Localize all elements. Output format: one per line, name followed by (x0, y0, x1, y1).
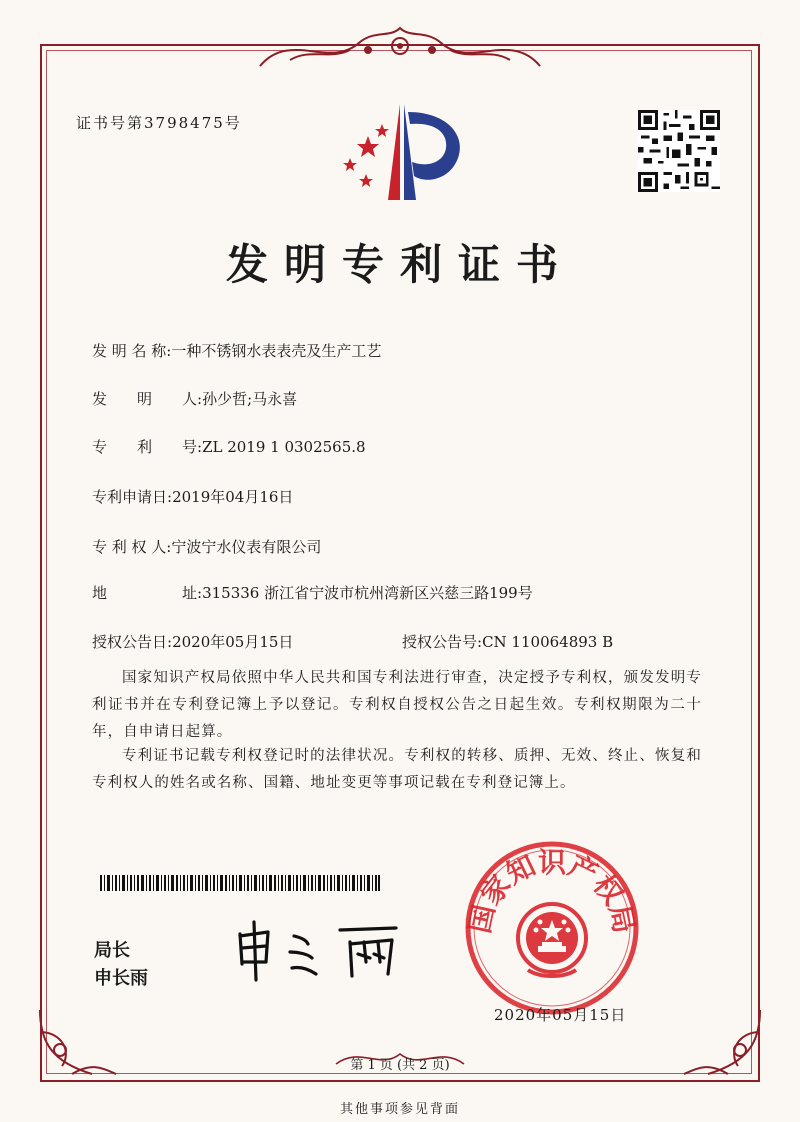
field-grant-number (402, 631, 613, 652)
seal-text: 国家知识产权局 (463, 846, 641, 937)
national-emblem-icon (518, 904, 586, 976)
field-label: 授权公告号: (402, 633, 483, 651)
seal-date: 2020年05月15日 (494, 1006, 627, 1024)
field-inventor (92, 388, 297, 409)
footer-note: 其他事项参见背面 (339, 1102, 460, 1117)
patent-office-emblem (338, 96, 468, 206)
field-value: 一种不锈钢水表表壳及生产工艺 (171, 342, 382, 360)
director-name: 申长雨 (94, 968, 148, 989)
top-ornament (250, 20, 550, 76)
field-value: 2019年04月16日 (172, 488, 294, 506)
statement-paragraph: 国家知识产权局依照中华人民共和国专利法进行审查，决定授予专利权，颁发发明专利证书并在专利登记簿上予以登记。专利权自授权公告之日起生效。专利权期限为二十年，自申请日起算。 (92, 670, 702, 740)
field-grant-date (92, 631, 293, 652)
field-value: 2020年05月15日 (172, 633, 294, 651)
field-value: ZL 2019 1 0302565.8 (202, 438, 366, 456)
field-value: CN 110064893 B (482, 633, 614, 651)
field-patent-number (92, 436, 366, 457)
certificate-title: 发明专利证书 (225, 240, 574, 289)
director-signature (232, 918, 412, 982)
field-label: 发 明 名 称: (92, 342, 172, 360)
field-address (92, 582, 533, 603)
page-number: 第 1 页 (共 2 页) (350, 1058, 450, 1073)
field-application-date (92, 486, 293, 507)
field-label: 授权公告日: (92, 633, 173, 651)
field-label: 专 利 权 人: (92, 538, 172, 556)
field-label: 发 明 人: (92, 390, 203, 408)
field-label: 专利申请日: (92, 488, 173, 506)
field-value: 宁波宁水仪表有限公司 (171, 538, 322, 556)
barcode (100, 875, 380, 891)
field-invention-name (92, 340, 381, 361)
field-value: 孙少哲;马永喜 (202, 390, 298, 408)
field-value: 315336 浙江省宁波市杭州湾新区兴慈三路199号 (202, 584, 533, 602)
certificate-number: 证书号第3798475号 (76, 114, 242, 132)
field-patentee (92, 536, 321, 557)
qr-code[interactable] (638, 110, 720, 192)
field-label: 专 利 号: (92, 438, 203, 456)
official-seal (462, 838, 642, 1018)
statement-paragraph: 专利证书记载专利权登记时的法律状况。专利权的转移、质押、无效、终止、恢复和专利权人的姓名或名称、国籍、地址变更等事项记载在专利登记簿上。 (92, 748, 702, 791)
director-title: 局长 (94, 940, 130, 961)
field-label: 地 址: (92, 584, 203, 602)
